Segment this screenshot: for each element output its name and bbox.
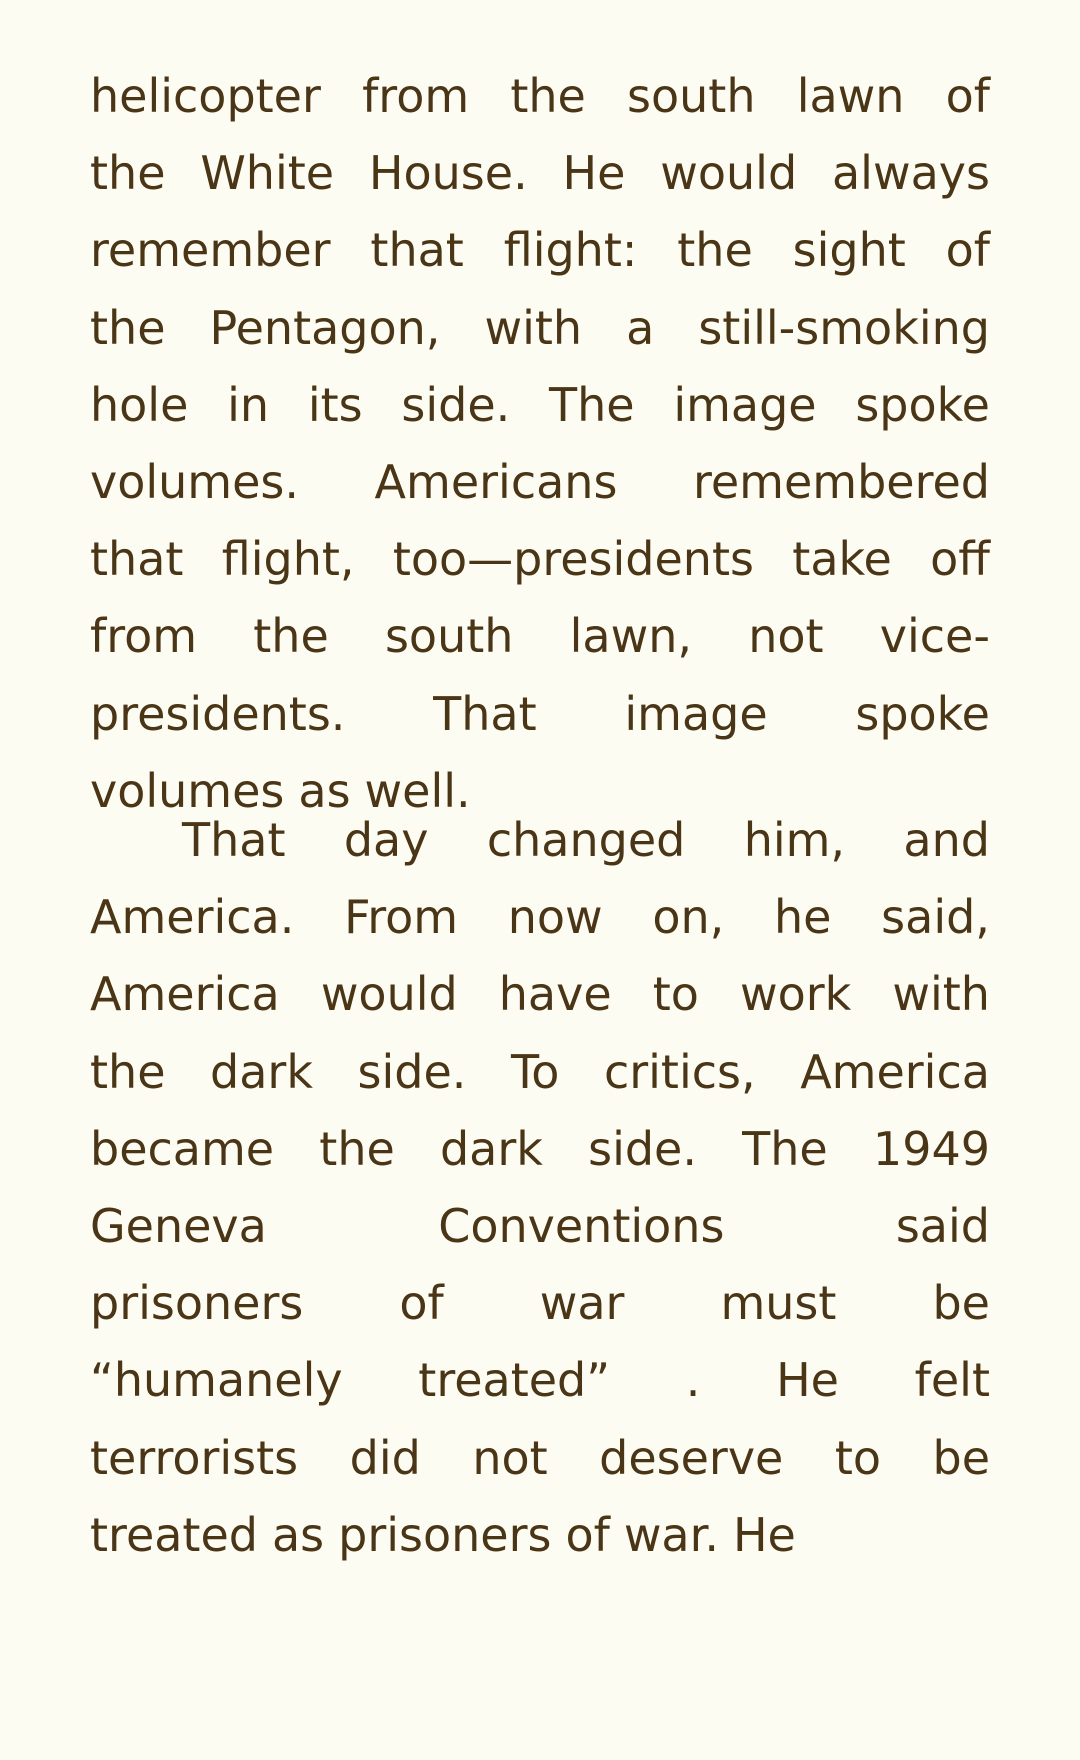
- text-line: that flight, too—presidents take off: [90, 532, 990, 587]
- text-line: terrorists did not deserve to be: [90, 1430, 990, 1485]
- text-line: presidents. That image spoke: [90, 686, 990, 741]
- text-line: helicopter from the south lawn of: [90, 69, 990, 123]
- text-line: hole in its side. The image spoke: [90, 377, 990, 432]
- text-line: America would have to work with: [90, 967, 990, 1022]
- text-line: Geneva Conventions said: [90, 1199, 990, 1253]
- text-line: treated as prisoners of war. He: [90, 1507, 796, 1562]
- text-line: America. From now on, he said,: [90, 890, 990, 945]
- text-line: became the dark side. The 1949: [90, 1121, 990, 1176]
- text-line: volumes. Americans remembered: [90, 455, 990, 509]
- text-line: prisoners of war must be: [90, 1276, 990, 1331]
- text-line: remember that flight: the sight of: [90, 223, 990, 278]
- text-line: the dark side. To critics, America: [90, 1044, 990, 1099]
- text-line: from the south lawn, not vice-: [90, 609, 990, 664]
- text-line: volumes as well.: [90, 763, 471, 818]
- text-line: “humanely treated” . He felt: [90, 1353, 990, 1408]
- text-line: the Pentagon, with a still-smoking: [90, 300, 990, 355]
- text-line: the White House. He would always: [90, 146, 990, 201]
- text-line: That day changed him, and: [182, 813, 990, 867]
